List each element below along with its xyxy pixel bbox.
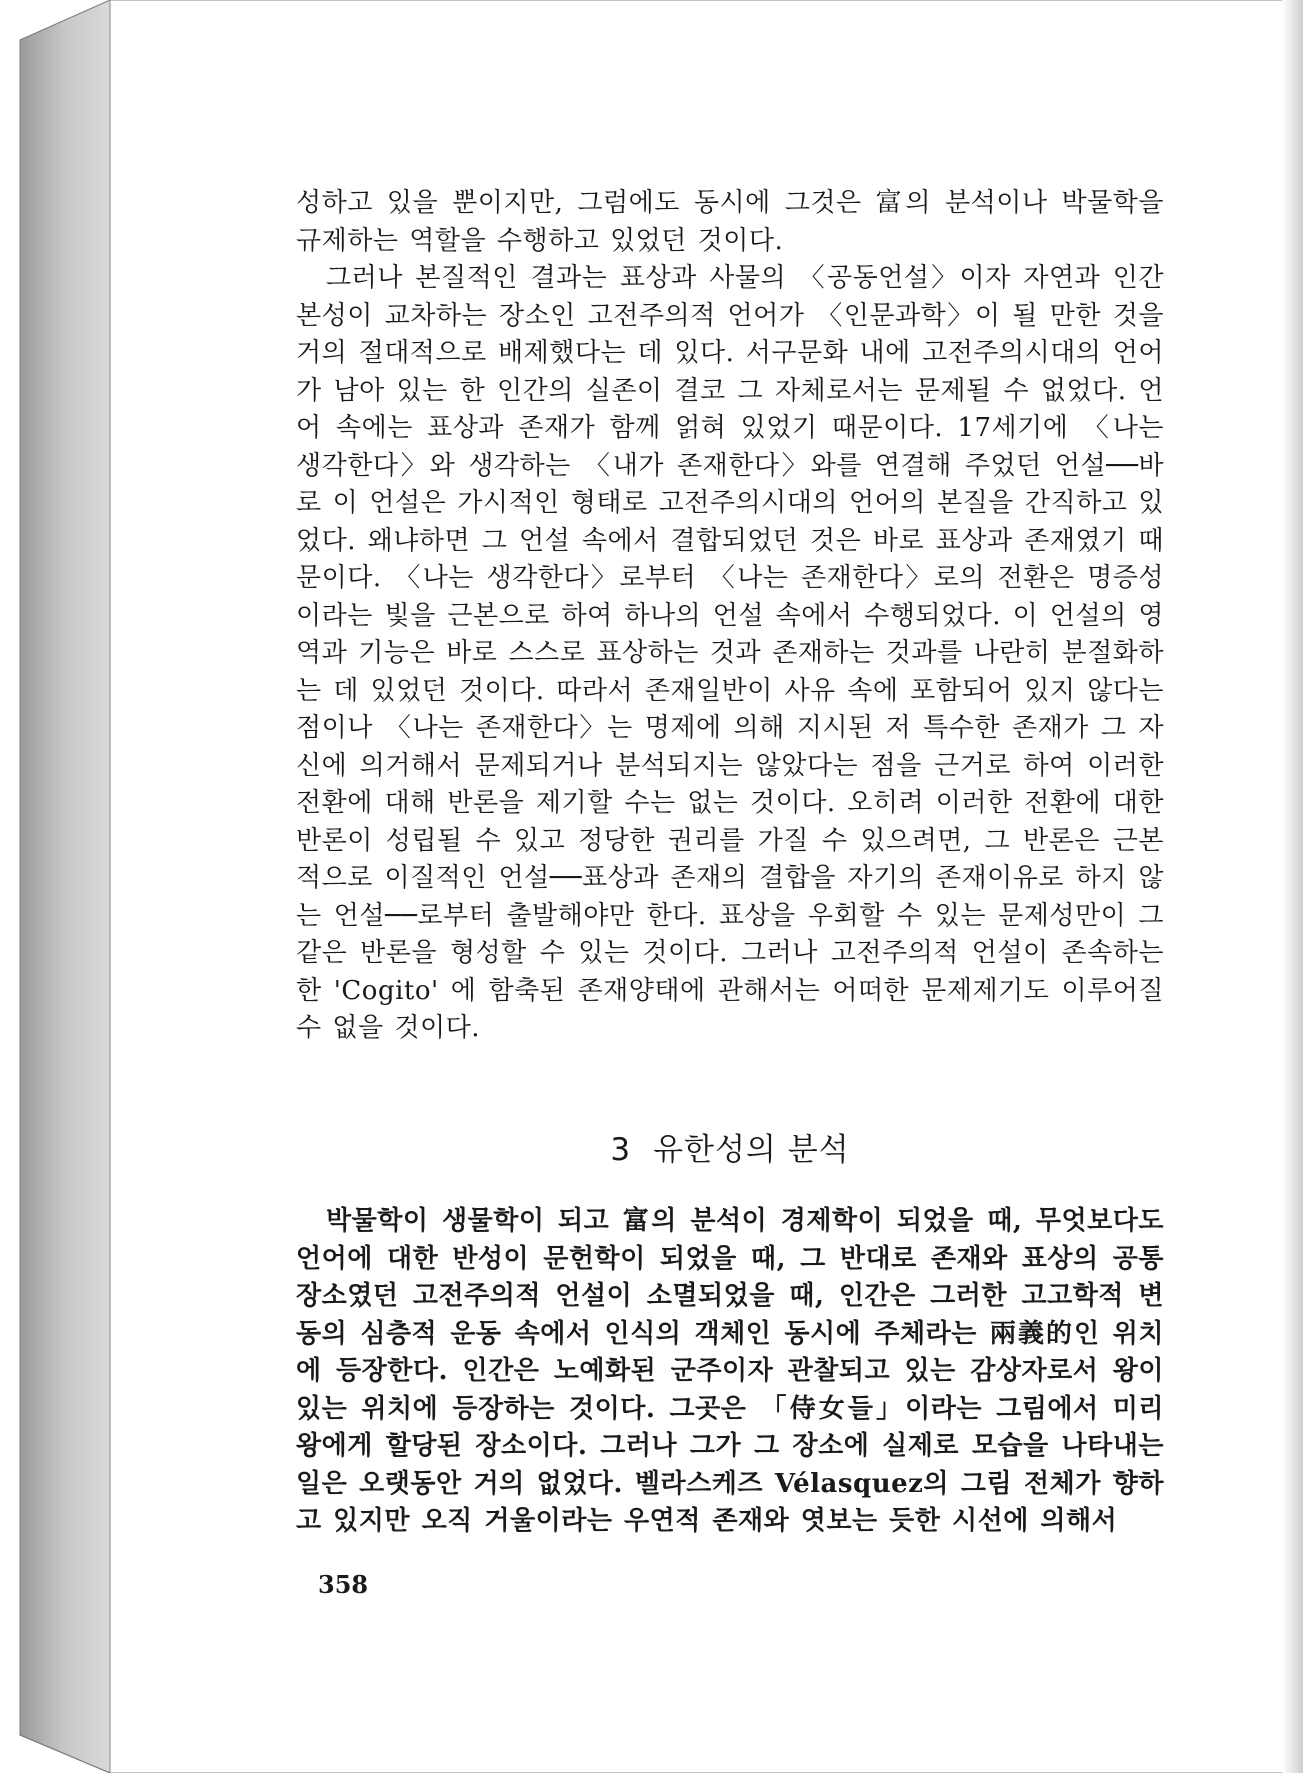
paragraph-1: 성하고 있을 뿐이지만, 그럼에도 동시에 그것은 富의 분석이나 박물학을 규제하는 역할을 수행하고 있었던 것이다. bbox=[296, 188, 1164, 256]
paragraph-3: 박물학이 생물학이 되고 富의 분석이 경제학이 되었을 때, 무엇보다도 언어에 대한 반성이 문헌학이 되었을 때, 그 반대로 존재와 표상의 공통 장소였던 고전주의적 언설이 소멸되었을 때, 인간은 그러한 고고학적 변동의 심층적 운동 속에서 인식의 객체인 동시에 주체라는 兩義的인 위치에 등장한다. 인간은 노예화된 군주이자 관찰되고 있는 감상자로서 왕이 있는 위치에 등장하는 것이다. 그곳은 「侍女들」이라는 그림에서 미리 왕에게 할당된 장소이다. 그러나 그가 그 장소에 실제로 모습을 나타내는 일은 오랫동안 거의 없었다. 벨라스케즈 Vélasquez의 그림 전체가 향하고 있지만 오직 거울이라는 우연적 존재와 엿보는 듯한 시선에 의해서 bbox=[296, 1206, 1164, 1536]
section-title: 유한성의 분석 bbox=[653, 1132, 850, 1168]
page-right-shadow bbox=[1282, 0, 1303, 1773]
page-number: 358 bbox=[318, 1570, 369, 1599]
section-number: 3 bbox=[610, 1132, 632, 1168]
paragraph-2: 그러나 본질적인 결과는 표상과 사물의 〈공동언설〉이자 자연과 인간본성이 교차하는 장소인 고전주의적 언어가 〈인문과학〉이 될 만한 것을 거의 절대적으로 배제했다는 데 있다. 서구문화 내에 고전주의시대의 언어가 남아 있는 한 인간의 실존이 결코 그 자체로서는 문제될 수 없었다. 언어 속에는 표상과 존재가 함께 얽혀 있었기 때문이다. 17세기에 〈나는 생각한다〉와 생각하는 〈내가 존재한다〉와를 연결해 주었던 언설──바로 이 언설은 가시적인 형태로 고전주의시대의 언어의 본질을 간직하고 있었다. 왜냐하면 그 언설 속에서 결합되었던 것은 바로 표상과 존재였기 때문이다. 〈나는 생각한다〉로부터 〈나는 존재한다〉로의 전환은 명증성이라는 빛을 근본으로 하여 하나의 언설 속에서 수행되었다. 이 언설의 영역과 기능은 바로 스스로 표상하는 것과 존재하는 것과를 나란히 분절화하는 데 있었던 것이다. 따라서 존재일반이 사유 속에 포함되어 있지 않다는 점이나 〈나는 존재한다〉는 명제에 의해 지시된 저 특수한 존재가 그 자신에 의거해서 문제되거나 분석되지는 않았다는 점을 근거로 하여 이러한 전환에 대해 반론을 제기할 수는 없는 것이다. 오히려 이러한 전환에 대한 반론이 성립될 수 있고 정당한 권리를 가질 수 있으려면, 그 반론은 근본적으로 이질적인 언설──표상과 존재의 결합을 자기의 존재이유로 하지 않는 언설──로부터 출발해야만 한다. 표상을 우회할 수 있는 문제성만이 그 같은 반론을 형성할 수 있는 것이다. 그러나 고전주의적 언설이 존속하는 한 'Cogito' 에 함축된 존재양태에 관해서는 어떠한 문제제기도 이루어질 수 없을 것이다. bbox=[296, 263, 1164, 1043]
section-heading bbox=[296, 1130, 1164, 1170]
section-body bbox=[296, 1203, 1164, 1541]
book-spine bbox=[20, 0, 110, 1773]
section-previous bbox=[296, 185, 1164, 1048]
